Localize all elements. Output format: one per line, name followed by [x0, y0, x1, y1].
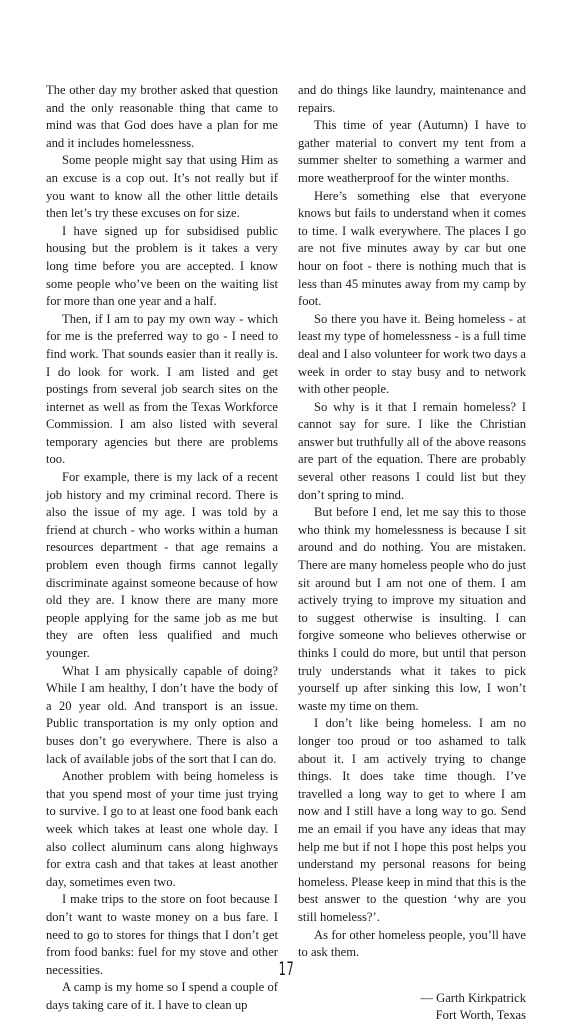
- article-column-left: [46, 82, 278, 1014]
- paragraph: So why is it that I remain homeless? I cannot say for sure. I like the Christian answer but truthfully all of the above reasons are part of the equation. There are probably several other reasons I could list but they don’t spring to mind.: [298, 399, 526, 502]
- paragraph: Then, if I am to pay my own way - which for me is the preferred way to go - I need to find work. That sounds easier than it really is. I do look for work. I am listed and get postings from several job search sites on the internet as well as from the Texas Workforce Commission. I am also listed with several temporary agencies but there are problems too.: [46, 311, 278, 467]
- paragraph: The other day my brother asked that question and the only reasonable thing that came to mind was that God does have a plan for me and it includes homelessness.: [46, 83, 278, 150]
- paragraph: What I am physically capable of doing? While I am healthy, I don’t have the body of a 20 year old. And transport is an issue. Public transportation is my only option and buses don’t go everywhere. There is also a lack of available jobs of the sort that I can do.: [46, 663, 278, 766]
- paragraph: Another problem with being homeless is that you spend most of your time just trying to survive. I go to at least one food bank each week which takes at least one whole day. I also collect aluminum cans along highways for extra cash and that takes at least another day, sometimes even two.: [46, 769, 278, 889]
- paragraph: Some people might say that using Him as an excuse is a cop out. It’s not really but if you want to know all the other little details then let’s try these excuses on for size.: [46, 153, 278, 221]
- paragraph: I have signed up for subsidised public housing but the problem is it takes a very long time before you are accepted. I know some people who’ve been on the waiting list for more than one year and a half.: [46, 223, 278, 309]
- paragraph: I make trips to the store on foot because I don’t want to waste money on a bus fare. I need to go to stores for things that I don’t get from food banks: fuel for my stove and other necessities.: [46, 892, 278, 977]
- author-signature: [298, 990, 526, 1025]
- article-column-right: [298, 82, 526, 1025]
- paragraph-continued: and do things like laundry, maintenance and repairs.: [298, 83, 526, 115]
- paragraph: For example, there is my lack of a recent job history and my criminal record. There is also the issue of my age. I was told by a friend at church - who works within a human resources department - that age remains a problem even though firms cannot legally discriminate against someone because of how old they are. I know there are many more people applying for the same job as me but they are often less qualified and much younger.: [46, 470, 278, 660]
- author-location: Fort Worth, Texas: [435, 1008, 526, 1023]
- page-number: 17: [278, 958, 295, 980]
- paragraph: But before I end, let me say this to those who think my homelessness is because I sit around and do nothing. You are mistaken. There are many homeless people who do just sit around but I am not one of them. I am actively trying to improve my situation and to suggest otherwise is insulting. I can forgive someone who believes otherwise or thinks I could do more, but until that person truly understands what it takes to pick yourself up after sinking this low, I won’t waste my time on them.: [298, 505, 526, 713]
- paragraph: A camp is my home so I spend a couple of days taking care of it. I have to clean up: [46, 980, 278, 1012]
- paragraph: This time of year (Autumn) I have to gather material to convert my tent from a summer shelter to something a warmer and more weatherproof for the winter months.: [298, 118, 526, 185]
- paragraph: Here’s something else that everyone knows but fails to understand when it comes to time. I walk everywhere. The places I go are not five minutes away by car but one hour on foot - there is nothing much that is less than 45 minutes away from my camp by foot.: [298, 188, 526, 309]
- paragraph: So there you have it. Being homeless - at least my type of homelessness - is a full time deal and I also volunteer for work two days a week in order to stay busy and to network with other people.: [298, 311, 526, 397]
- author-name: — Garth Kirkpatrick: [420, 990, 526, 1005]
- paragraph: As for other homeless people, you’ll have to ask them.: [298, 927, 526, 960]
- paragraph: I don’t like being homeless. I am no longer too proud or too ashamed to talk about it. I am actively trying to change things. It does take time though. I’ve travelled a long way to get to where I am now and I still have a long way to go. Send me an email if you have any ideas that may help me but if not I hope this post helps you understand my personal reasons for being homeless. Please keep in mind that this is the best answer to the question ‘why are you still homeless?’.: [298, 716, 526, 924]
